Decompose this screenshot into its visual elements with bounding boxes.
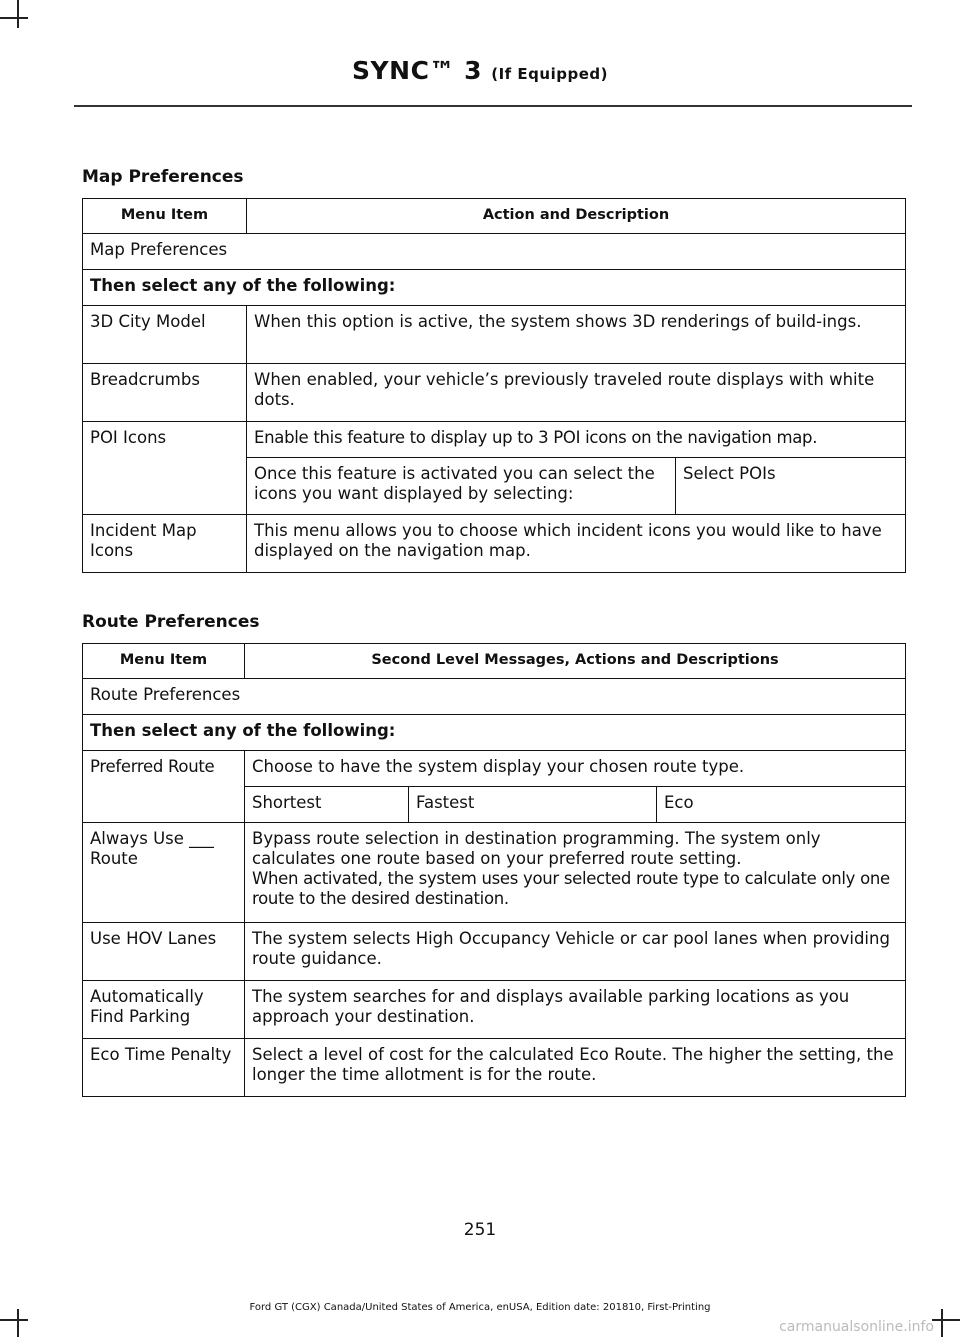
item-description: When this option is active, the system shows 3D renderings of build-ings. (247, 306, 906, 364)
table-row (83, 923, 906, 981)
item-description: This menu allows you to choose which incident icons you would like to have displayed on the navigation map. (247, 515, 906, 573)
table-row (83, 422, 906, 458)
item-description: The system searches for and displays available parking locations as you approach your destination. (245, 981, 906, 1039)
menu-item: Preferred Route (83, 751, 245, 823)
table-row (83, 751, 906, 787)
menu-item: Always Use ___ Route (83, 823, 245, 923)
sub-action: Select POIs (676, 458, 906, 515)
table-row (83, 515, 906, 573)
menu-item: Use HOV Lanes (83, 923, 245, 981)
group-label: Route Preferences (83, 679, 906, 715)
description-paragraph: Bypass route selection in destination programming. The system only calculates one route based on your preferred route setting. (252, 829, 821, 869)
table-row (83, 306, 906, 364)
menu-item: Incident Map Icons (83, 515, 247, 573)
item-description: Select a level of cost for the calculated Eco Route. The higher the setting, the longer the time allotment is for the route. (245, 1039, 906, 1097)
group-label: Map Preferences (83, 234, 906, 270)
item-description: Choose to have the system display your chosen route type. (245, 751, 906, 787)
menu-item: Eco Time Penalty (83, 1039, 245, 1097)
crop-mark (0, 1319, 28, 1321)
section-title-route: Route Preferences (82, 612, 260, 632)
crop-mark (941, 1309, 943, 1337)
instruction-label: Then select any of the following: (83, 270, 906, 306)
page-number: 251 (463, 1220, 497, 1240)
route-option: Eco (657, 787, 906, 823)
header-divider (74, 105, 912, 107)
menu-item: Breadcrumbs (83, 364, 247, 422)
route-option: Fastest (409, 787, 657, 823)
header-title: SYNC™ 3 (352, 56, 483, 85)
instruction-label: Then select any of the following: (83, 715, 906, 751)
map-preferences-table (82, 198, 906, 573)
menu-item: Automatically Find Parking (83, 981, 245, 1039)
route-option: Shortest (245, 787, 409, 823)
item-description: Enable this feature to display up to 3 POI icons on the navigation map. (247, 422, 906, 458)
column-header-action: Action and Description (247, 199, 906, 234)
watermark: carmanualsonline.info (779, 1319, 934, 1335)
column-header-menu-item: Menu Item (83, 199, 247, 234)
crop-mark (0, 17, 28, 19)
description-paragraph: When activated, the system uses your selected route type to calculate only one route to the desired destination. (252, 869, 890, 909)
page-header (0, 56, 960, 85)
table-row (83, 1039, 906, 1097)
item-description: The system selects High Occupancy Vehicle or car pool lanes when providing route guidance. (245, 923, 906, 981)
route-preferences-table (82, 643, 906, 1097)
crop-mark (17, 1309, 19, 1337)
footer-edition-info: Ford GT (CGX) Canada/United States of America, enUSA, Edition date: 201810, First-Printing (249, 1302, 711, 1313)
menu-item: POI Icons (83, 422, 247, 515)
item-description (245, 823, 906, 923)
section-title-map: Map Preferences (82, 167, 244, 187)
crop-mark (17, 0, 19, 28)
sub-description: Once this feature is activated you can select the icons you want displayed by selecting: (247, 458, 676, 515)
table-row (83, 981, 906, 1039)
column-header-action: Second Level Messages, Actions and Descriptions (245, 644, 906, 679)
column-header-menu-item: Menu Item (83, 644, 245, 679)
menu-item: 3D City Model (83, 306, 247, 364)
item-description: When enabled, your vehicle’s previously traveled route displays with white dots. (247, 364, 906, 422)
header-subtitle: (If Equipped) (491, 65, 608, 83)
table-row (83, 364, 906, 422)
crop-mark (932, 1319, 960, 1321)
table-row (83, 823, 906, 923)
